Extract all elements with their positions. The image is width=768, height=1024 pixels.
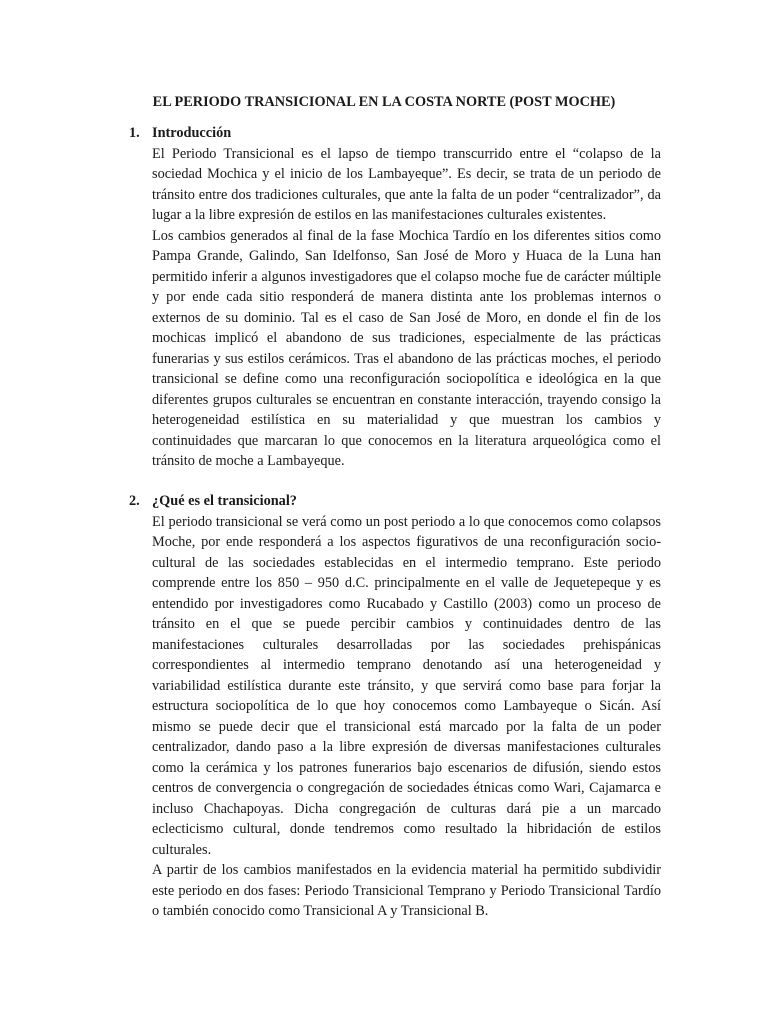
section-title: ¿Qué es el transicional? <box>152 493 297 509</box>
paragraph: El periodo transicional se verá como un post periodo a lo que conocemos como colapsos Moche, por ende responderá a los aspectos figurativos de una reconfiguración socio-cultural de las sociedades establecidas en el intermedio temprano. Este periodo comprende entre los 850 – 950 d.C. principalmente en el valle de Jequetepeque y es entendido por investigadores como Rucabado y Castillo (2003) como un proceso de tránsito en el que se puede percibir cambios y continuidades dentro de las manifestaciones culturales desarrolladas por las sociedades prehispánicas correspondientes al intermedio temprano denotando así una heterogeneidad y variabilidad estilística durante este tránsito, y que servirá como base para forjar la estructura sociopolítica de lo que hoy conocemos como Lambayeque o Sicán. Así mismo se puede decir que el transicional está marcado por la falta de un poder centralizador, dando paso a la libre expresión de diversas manifestaciones culturales como la cerámica y los patrones funerarios bajo escenarios de difusión, siendo estos centros de convergencia o congregación de sociedades étnicas como Wari, Cajamarca e incluso Chachapoyas. Dicha congregación de culturas dará pie a un marcado eclecticismo cultural, donde tendremos como resultado la hibridación de estilos culturales. <box>152 513 661 858</box>
section-number: 2. <box>129 493 140 509</box>
section-introduccion <box>0 123 768 472</box>
section-heading <box>0 491 768 512</box>
section-que-es-el-transicional <box>0 491 768 922</box>
paragraph: Los cambios generados al final de la fase Mochica Tardío en los diferentes sitios como Pampa Grande, Galindo, San Idelfonso, San José de Moro y Huaca de la Luna han permitido inferir a algunos investigadores que el colapso moche fue de carácter múltiple y por ende cada sitio responderá de manera distinta ante los problemas internos o externos de su dominio. Tal es el caso de San José de Moro, en donde el fin de los mochicas implicó el abandono de sus tradiciones, especialmente de las prácticas funerarias y sus estilos cerámicos. Tras el abandono de las prácticas moches, el periodo transicional se define como una reconfiguración sociopolítica e ideológica en la que diferentes grupos culturales se encuentran en constante interacción, trayendo consigo la heterogeneidad estilística en su materialidad y que muestran los cambios y continuidades que marcaran lo que conocemos en la literatura arqueológica como el tránsito de moche a Lambayeque. <box>152 227 661 469</box>
paragraph: El Periodo Transicional es el lapso de tiempo transcurrido entre el “colapso de la sociedad Mochica y el inicio de los Lambayeque”. Es decir, se trata de un periodo de tránsito entre dos tradiciones culturales, que ante la falta de un poder “centralizador”, da lugar a la libre expresión de estilos en las manifestaciones culturales existentes. <box>152 145 661 223</box>
paragraph: A partir de los cambios manifestados en la evidencia material ha permitido subdividir este periodo en dos fases: Periodo Transicional Temprano y Periodo Transicional Tardío o también conocido como Transicional A y Transicional B. <box>152 862 661 919</box>
document-title: EL PERIODO TRANSICIONAL EN LA COSTA NORTE (POST MOCHE) <box>152 94 616 110</box>
section-title: Introducción <box>152 125 232 141</box>
section-heading <box>0 123 768 144</box>
section-number: 1. <box>129 125 140 141</box>
